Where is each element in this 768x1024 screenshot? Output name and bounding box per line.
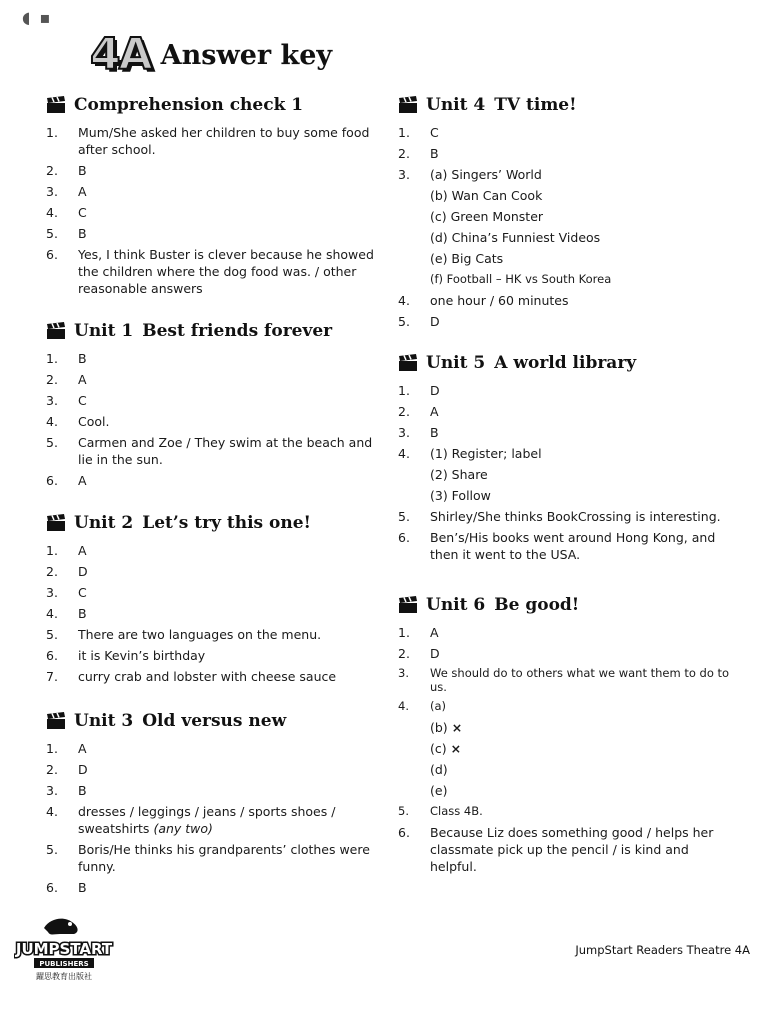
- list-item: 7. curry crab and lobster with cheese sauce: [46, 669, 337, 684]
- sub-answer: (d): [430, 762, 448, 777]
- sub-answer: (e) Big Cats: [430, 251, 504, 266]
- svg-text:JUMPSTART: JUMPSTART: [15, 940, 113, 958]
- list-item: 5. D: [398, 314, 440, 329]
- clapperboard-icon: [46, 96, 66, 114]
- section-title: Old versus new: [142, 711, 287, 731]
- sub-answer: (d) China’s Funniest Videos: [430, 230, 601, 245]
- clapperboard-icon: [398, 96, 418, 114]
- list-item: 2. D: [46, 564, 88, 579]
- list-item: 3. B: [46, 783, 87, 798]
- sub-answer: (c) Green Monster: [430, 209, 544, 224]
- footer-publication-title: JumpStart Readers Theatre 4A: [575, 943, 750, 957]
- section-unit-2: [46, 510, 376, 689]
- sub-answer: (b) Wan Can Cook: [430, 188, 543, 203]
- list-item: 5. Carmen and Zoe / They swim at the beach and lie in the sun.: [46, 435, 373, 467]
- list-item: 4. dresses / leggings / jeans / sports shoes / sweatshirts (any two): [46, 804, 336, 836]
- list-item: 4. one hour / 60 minutes: [398, 293, 569, 308]
- list-item: 3. A: [46, 184, 87, 199]
- list-item: 6. Yes, I think Buster is clever because he showed the children where the dog food was. / other reasonable answers: [46, 247, 374, 296]
- section-unit-3: [46, 708, 376, 900]
- clapperboard-icon: [46, 514, 66, 532]
- page-title: Answer key: [160, 39, 333, 71]
- unit-label: Unit 2: [74, 513, 134, 533]
- list-item: 5. Shirley/She thinks BookCrossing is interesting.: [398, 509, 721, 524]
- list-item: 6. it is Kevin’s birthday: [46, 648, 206, 663]
- cross-mark: ×: [451, 720, 463, 735]
- list-item: 2. B: [46, 163, 87, 178]
- cross-mark: ×: [450, 741, 462, 756]
- list-item: 1. D: [398, 383, 440, 398]
- svg-text:躍思教育出版社: 躍思教育出版社: [36, 972, 92, 981]
- list-item: 5. There are two languages on the menu.: [46, 627, 322, 642]
- sub-answer: (b) ×: [430, 720, 463, 735]
- unit-label: Unit 5: [426, 353, 486, 373]
- list-item: 3. We should do to others what we want them to do to us.: [398, 666, 730, 694]
- list-item: 4. B: [46, 606, 87, 621]
- list-item: 2. A: [398, 404, 439, 419]
- unit-label: Unit 6: [426, 595, 486, 615]
- list-item: 3. B: [398, 425, 439, 440]
- list-item: 5. Class 4B.: [398, 804, 483, 818]
- list-item: 6. B: [46, 880, 87, 895]
- list-item: 1. B: [46, 351, 87, 366]
- list-item: 1. A: [46, 543, 87, 558]
- list-item: 1. C: [398, 125, 439, 140]
- section-title: Let’s try this one!: [142, 513, 312, 533]
- unit-label: Unit 1: [74, 321, 134, 341]
- section-unit-4: [398, 92, 738, 334]
- list-item: 2. D: [46, 762, 88, 777]
- page-header: [90, 30, 332, 80]
- sub-answer: (c) ×: [430, 741, 462, 756]
- list-item: 2. A: [46, 372, 87, 387]
- section-title: Comprehension check 1: [74, 95, 304, 115]
- list-item: 4. Cool.: [46, 414, 110, 429]
- sub-answer: (3) Follow: [430, 488, 491, 503]
- svg-text:PUBLISHERS: PUBLISHERS: [39, 960, 89, 968]
- sub-answer: (f) Football – HK vs South Korea: [430, 272, 612, 286]
- list-item: 5. Boris/He thinks his grandparents’ clothes were funny.: [46, 842, 370, 874]
- section-title: Best friends forever: [142, 321, 333, 341]
- list-item: 4. (a): [398, 699, 447, 713]
- clapperboard-icon: [398, 596, 418, 614]
- unit-label: Unit 3: [74, 711, 134, 731]
- clapperboard-icon: [46, 322, 66, 340]
- section-unit-1: [46, 318, 376, 493]
- level-badge: 4A: [90, 29, 151, 80]
- list-item: 1. A: [46, 741, 87, 756]
- list-item: 3. (a) Singers’ World: [398, 167, 542, 182]
- sub-answer: (e): [430, 783, 448, 798]
- scan-artifact: ◖ ▪: [22, 8, 53, 27]
- section-unit-5: [398, 350, 738, 567]
- section-title: Be good!: [494, 595, 580, 615]
- section-title: TV time!: [494, 95, 577, 115]
- unit-label: Unit 4: [426, 95, 486, 115]
- list-item: 6. A: [46, 473, 87, 488]
- section-comprehension: [46, 92, 376, 301]
- list-item: 6. Because Liz does something good / helps her classmate pick up the pencil / is kind and helpful.: [398, 825, 714, 874]
- list-item: 2. D: [398, 646, 440, 661]
- list-item: 4. C: [46, 205, 87, 220]
- clapperboard-icon: [398, 354, 418, 372]
- list-item: 5. B: [46, 226, 87, 241]
- list-item: 6. Ben’s/His books went around Hong Kong, and then it went to the USA.: [398, 530, 716, 562]
- list-item: 2. B: [398, 146, 439, 161]
- list-item: 1. A: [398, 625, 439, 640]
- section-title: A world library: [494, 353, 637, 373]
- section-unit-6: [398, 592, 738, 879]
- list-item: 3. C: [46, 393, 87, 408]
- jumpstart-publishers-logo: [14, 914, 114, 984]
- list-item: 3. C: [46, 585, 87, 600]
- sub-answer: (2) Share: [430, 467, 488, 482]
- list-item: 1. Mum/She asked her children to buy some food after school.: [46, 125, 370, 157]
- clapperboard-icon: [46, 712, 66, 730]
- list-item: 4. (1) Register; label: [398, 446, 542, 461]
- answer-note: (any two): [153, 821, 213, 836]
